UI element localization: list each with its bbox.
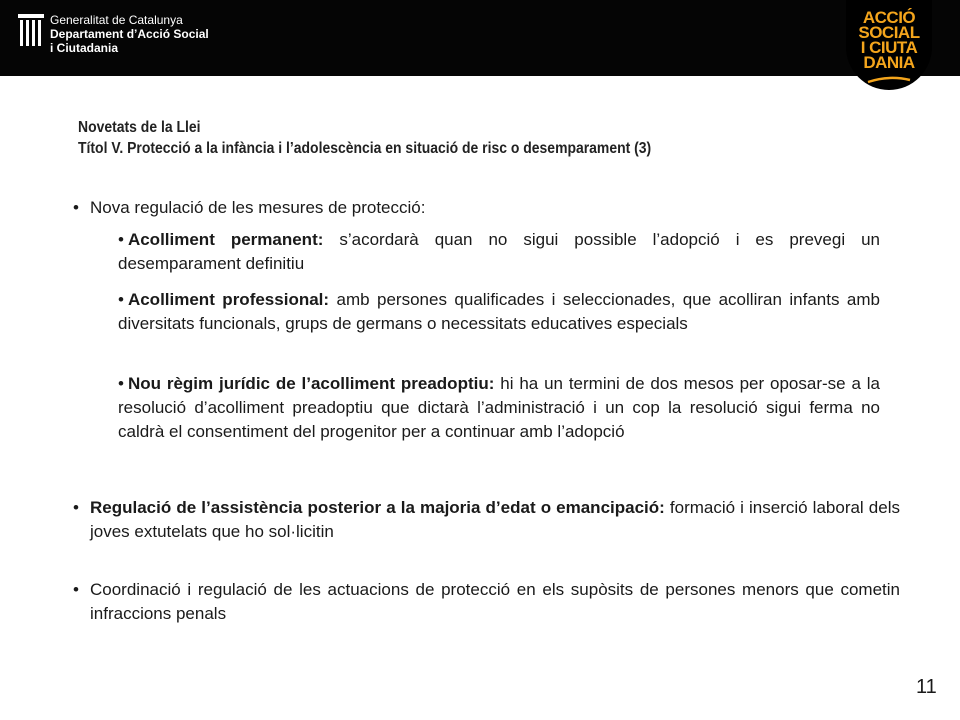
bullet-marker: • [118, 290, 124, 309]
subbullet-acolliment-permanent [118, 228, 880, 276]
slide-subtitle: Títol V. Protecció a la infància i l’adolescència en situació de risc o desemparament (3) [78, 140, 652, 157]
bullet-text: Coordinació i regulació de les actuacions de protecció en els supòsits de persones menors que cometin infraccions penals [90, 580, 900, 623]
bullet-marker: • [118, 374, 124, 393]
organization-name [50, 13, 209, 55]
header-bar [0, 0, 960, 76]
logo-text-line: I CIUTA [860, 38, 918, 57]
bullet-assistencia-posterior [70, 496, 900, 544]
page-number: 11 [916, 676, 937, 698]
accio-social-logo [846, 0, 932, 90]
bullet-marker: • [73, 580, 79, 599]
bullet-marker: • [118, 230, 124, 249]
bullet-text: Nova regulació de les mesures de protecció: [90, 198, 426, 217]
gencat-flag-logo [18, 14, 44, 48]
bullet-marker: • [73, 198, 79, 217]
logo-text-line: DANIA [863, 53, 915, 72]
bullet-text: formació i inserció laboral dels joves extutelats que ho sol·licitin [90, 498, 900, 541]
subbullet-text: hi ha un termini de dos mesos per oposar-se a la resolució d’acolliment preadoptiu que dictarà l’administració i un cop la resolució sigui ferma no caldrà el consentiment del progenitor per a continuar amb l’adopció [118, 374, 880, 441]
bullet-coordinacio [70, 578, 900, 626]
logo-swoosh-icon [866, 76, 912, 84]
subbullet-label: Nou règim jurídic de l’acolliment preadoptiu: [127, 374, 495, 393]
slide-heading [78, 117, 878, 159]
bullet-protection-measures [70, 196, 900, 220]
org-line-2: Departament d’Acció Social [50, 27, 209, 41]
subbullet-text: amb persones qualificades i seleccionades, que acolliran infants amb diversitats funcionals, grups de germans o necessitats educatives especials [118, 290, 880, 333]
logo-text-line: ACCIÓ [862, 8, 916, 27]
org-line-1: Generalitat de Catalunya [50, 13, 183, 27]
org-line-3: i Ciutadania [50, 41, 119, 55]
bullet-marker: • [73, 498, 79, 517]
slide-title: Novetats de la Llei [78, 119, 201, 136]
subbullet-label: Acolliment permanent: [127, 230, 324, 249]
subbullet-label: Acolliment professional: [127, 290, 330, 309]
logo-text [846, 10, 932, 70]
subbullet-text: s’acordarà quan no sigui possible l’adopció i es prevegi un desemparament definitiu [118, 230, 880, 273]
subbullet-acolliment-preadoptiu [118, 372, 880, 444]
subbullet-acolliment-professional [118, 288, 880, 336]
logo-text-line: SOCIAL [858, 23, 920, 42]
bullet-label: Regulació de l’assistència posterior a la majoria d’edat o emancipació: [90, 498, 665, 517]
